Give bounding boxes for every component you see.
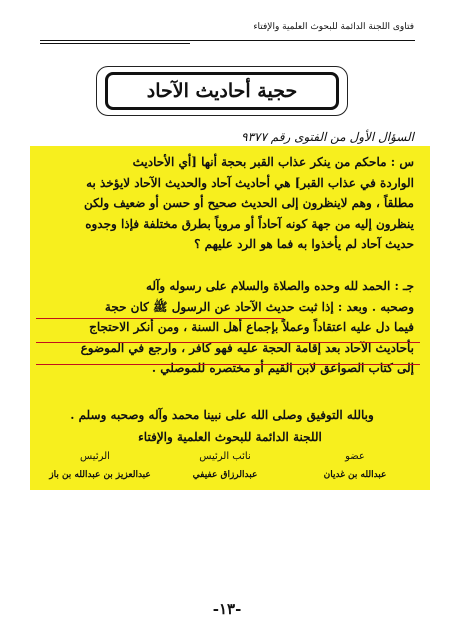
signatory-name: عبدالعزيز بن عبدالله بن باز <box>49 470 151 480</box>
section-title: حجية أحاديث الآحاد <box>105 72 339 110</box>
question-line: الواردة في عذاب القبر] هي أحاديث آحاد والحديث الآحاد لايؤخذ به <box>86 175 414 190</box>
question-line: س : ماحكم من ينكر عذاب القبر بحجة أنها [أي الأحاديث <box>132 155 414 169</box>
header-rule <box>40 40 415 41</box>
signatory-role: نائب الرئيس <box>199 451 251 462</box>
question-paragraph <box>30 152 414 255</box>
answer-line: جـ : الحمد لله وحده والصلاة والسلام على رسوله وآله <box>145 279 414 293</box>
answer-line: وصحبه . وبعد : إذا ثبت حديث الآحاد عن الرسول ﷺ كان حجة <box>104 299 414 314</box>
question-label: السؤال الأول من الفتوى رقم ٩٣٧٧ <box>241 130 414 144</box>
question-line: مطلقاً ، وهم لاينظرون إلى الحديث صحيح أو حسن أو ضعيف ولكن <box>84 196 414 210</box>
answer-line: فيما دل عليه اعتقاداً وعملاً بإجماع أهل السنة ، ومن أنكر الاحتجاج <box>89 320 414 334</box>
signatory-name: عبدالله بن غديان <box>323 470 387 480</box>
closing-line: وبالله التوفيق وصلى الله على نبينا محمد وآله وصحبه وسلم . <box>70 408 374 422</box>
page-number: -١٣- <box>212 600 242 618</box>
question-line: حديث آحاد لم يأخذوا به فما هو الرد عليهم ؟ <box>194 237 414 251</box>
answer-line: بأحاديث الآحاد بعد إقامة الحجة عليه فهو كافر ، وارجع في الموضوع <box>80 340 414 355</box>
signatory-role: الرئيس <box>80 451 110 462</box>
answer-line: إلى كتاب الصواعق لابن القيم أو مختصره للموصلي . <box>151 361 414 375</box>
signatory-name: عبدالرزاق عفيفي <box>192 470 258 480</box>
question-line: ينظرون إليه من جهة كونه آحاداً أو مروياً بطرق مختلفة فإذا وجدوه <box>85 216 414 231</box>
header-rule-short <box>40 43 190 44</box>
committee-name: اللجنة الدائمة للبحوث العلمية والإفتاء <box>138 430 322 444</box>
red-underline <box>36 342 420 343</box>
section-title-box <box>96 66 348 116</box>
red-underline <box>36 318 284 319</box>
header-title: فتاوى اللجنة الدائمة للبحوث العلمية والإفتاء <box>253 22 414 32</box>
red-underline <box>36 364 420 365</box>
signatory-role: عضو <box>345 451 365 462</box>
